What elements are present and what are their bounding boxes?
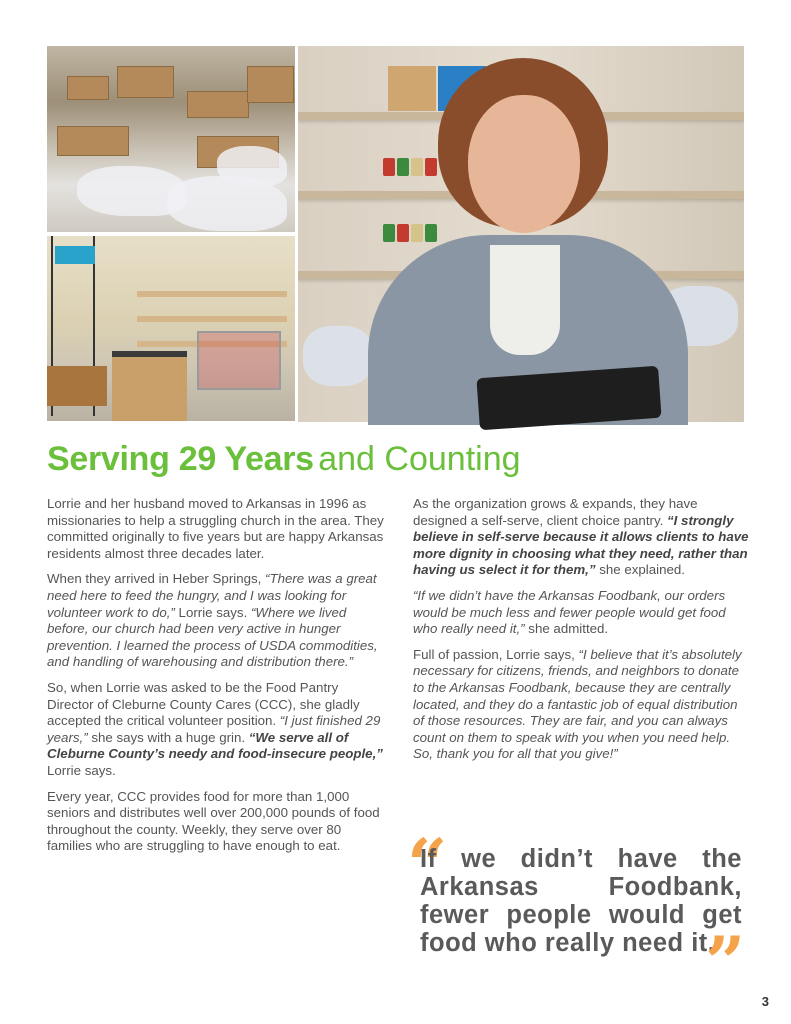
pantry-room-photo bbox=[47, 236, 295, 421]
r-p1-bold-quote: “I strongly believe in self-serve because it allows clients to have more dignity in choosing what they need, rather than having us select it for them,” bbox=[413, 512, 749, 578]
left-paragraph-2 bbox=[47, 571, 385, 671]
person-face bbox=[468, 95, 580, 233]
p2-intro: When they arrived in Heber Springs, bbox=[47, 571, 266, 587]
p3-end: Lorrie says. bbox=[47, 762, 116, 778]
right-paragraph-2 bbox=[413, 588, 751, 638]
right-paragraph-3 bbox=[413, 647, 751, 763]
warehouse-photo bbox=[47, 46, 295, 232]
r-p2-quote: “If we didn’t have the Arkansas Foodbank, our orders would be much less and fewer people would get food who really need it,” bbox=[413, 587, 726, 637]
p3-intro: So, when Lorrie was asked to be the Food Pantry Director of Cleburne County Cares (CCC), she gladly accepted the critical volunteer position. bbox=[47, 679, 360, 729]
r-p3-quote: “I believe that it’s absolutely necessary for citizens, friends, and neighbors to donate to the Arkansas Foodbank, because they are centrally located, and they do a fantastic job of equal distribution of those resources. They are fair, and you can always count on them to speak with you when you need help. So, thank you for all that you give!” bbox=[413, 646, 742, 762]
p3-quote: “I just finished 29 years,” bbox=[47, 713, 381, 745]
left-paragraph-1: Lorrie and her husband moved to Arkansas in 1996 as missionaries to help a struggling church in the area. They committed originally to five years but are happy Arkansas residents almost three decades later. bbox=[47, 496, 384, 561]
right-paragraph-1 bbox=[413, 496, 751, 579]
r-p3-intro: Full of passion, Lorrie says, bbox=[413, 646, 579, 662]
r-p1-intro: As the organization grows & expands, they have designed a self-serve, client choice pantry. bbox=[413, 496, 698, 528]
p2-quote-2: “Where we lived before, our church had been very active in hunger prevention. I learned the process of USDA commodities, and handling of warehousing and distribution there.” bbox=[47, 604, 378, 670]
pull-quote-text: If we didn’t have the Arkansas Foodbank, fewer people would get food who really need it. bbox=[420, 845, 742, 957]
p2-says: Lorrie says. bbox=[174, 604, 251, 620]
page-title bbox=[47, 440, 747, 486]
r-p2-end: she admitted. bbox=[524, 621, 609, 637]
quote-close-icon: ” bbox=[705, 921, 746, 1004]
title-light: and Counting bbox=[318, 440, 521, 478]
p3-bold-quote: “We serve all of Cleburne County’s needy and food-insecure people,” bbox=[47, 729, 383, 762]
left-column bbox=[47, 496, 385, 864]
page-number: 3 bbox=[761, 994, 769, 1009]
right-column bbox=[413, 496, 751, 772]
p2-quote: “There was a great need here to feed the hungry, and I was looking for volunteer work to do,” bbox=[47, 571, 377, 620]
person-shirt bbox=[490, 245, 560, 355]
left-paragraph-3 bbox=[47, 680, 385, 780]
p3-mid: she says with a huge grin. bbox=[87, 729, 249, 745]
pull-quote bbox=[420, 845, 742, 965]
title-bold: Serving 29 Years bbox=[47, 440, 314, 478]
quote-open-icon: “ bbox=[407, 823, 448, 906]
left-paragraph-4: Every year, CCC provides food for more than 1,000 seniors and distributes well over 200,000 pounds of food throughout the county. Weekly, they serve over 80 families who are struggling to have enough to eat. bbox=[47, 788, 380, 854]
r-p1-end: she explained. bbox=[595, 562, 685, 578]
